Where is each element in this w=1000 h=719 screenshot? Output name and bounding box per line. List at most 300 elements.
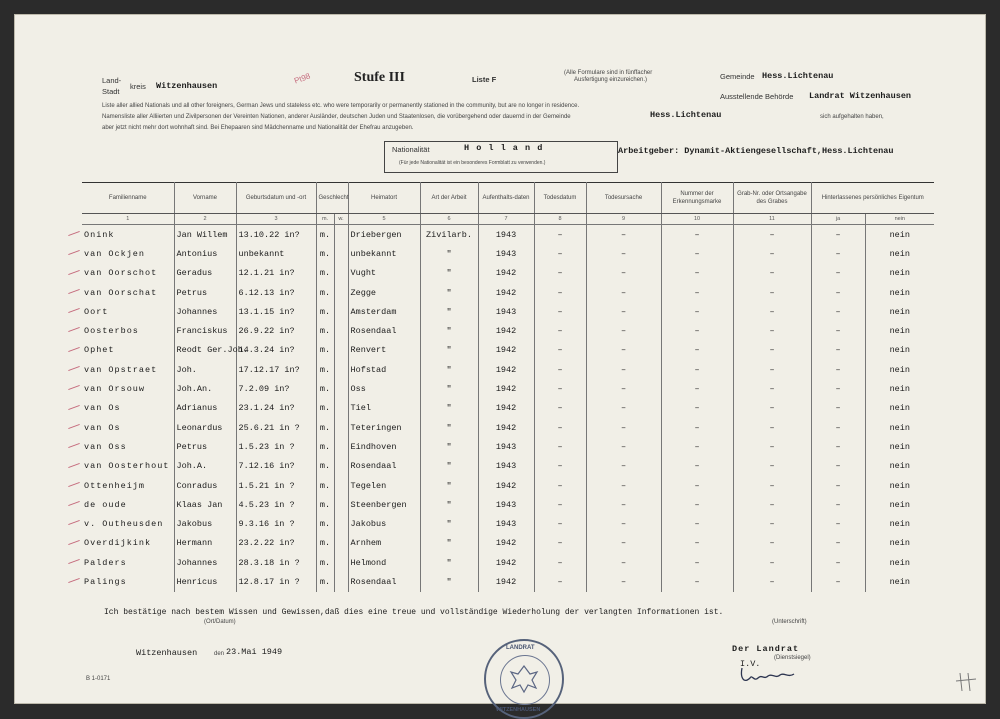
death-cause-cell: – [586,418,661,437]
birth-cell: 6.12.13 in? [236,283,316,302]
col-number: 8 [534,214,586,225]
persons-table [82,182,934,592]
sex-cell: m. [316,572,334,591]
property-no-cell: nein [889,345,910,356]
unterschrift-label: (Unterschrift) [772,619,807,625]
first-name-cell: Henricus [174,572,236,591]
stay-year-cell: 1943 [478,302,534,321]
family-name-cell: van Ockjen [82,244,174,263]
col-number: 3 [236,214,316,225]
property-yes-cell: – [811,495,865,514]
grave-cell: – [733,379,811,398]
sex-w-cell [334,283,348,302]
table-row [82,360,934,379]
col-header-vorname: Vorname [174,183,236,214]
stadt-label: Stadt [102,87,120,96]
table-row [82,534,934,553]
col-header-grab: Grab-Nr. oder Ortsangabe des Grabes [733,183,811,214]
tag-number-cell: – [661,418,733,437]
tag-number-cell: – [661,302,733,321]
property-yes-cell: – [811,514,865,533]
table-body [82,225,934,592]
death-date-cell: – [534,360,586,379]
pencil-tick [68,327,80,332]
birth-cell: unbekannt [236,244,316,263]
family-name-cell: Oort [82,302,174,321]
birth-cell: 9.3.16 in ? [236,514,316,533]
grave-cell: – [733,476,811,495]
pencil-tick [68,231,80,236]
death-date-cell: – [534,379,586,398]
sex-cell: m. [316,225,334,245]
table-row [82,321,934,340]
family-name-cell: Palders [82,553,174,572]
ort-datum-label: (Ort/Datum) [204,619,236,625]
col-header-eigentum: Hinterlassenes persönliches Eigentum [811,183,934,214]
date: 23.Mai 1949 [226,647,283,657]
pencil-tick [68,482,80,487]
death-date-cell: – [534,457,586,476]
death-cause-cell: – [586,457,661,476]
death-date-cell: – [534,341,586,360]
property-no-cell: nein [889,287,910,298]
tag-number-cell: – [661,360,733,379]
pencil-tick [68,270,80,275]
col-number: 6 [420,214,478,225]
family-name-cell: Ophet [82,341,174,360]
signer-iv: I.V. [740,659,761,669]
intro-line-1: Liste aller allied Nationals und all other foreigners, German Jews und stateless etc. who were temporarily or permanently stationed in the community, but are no longer in residence. [102,103,580,109]
intro-gemeinde-value: Hess.Lichtenau [650,110,722,120]
copies-note-2: Ausfertigung einzureichen.) [574,77,648,83]
death-date-cell: – [534,264,586,283]
pencil-tick [68,289,80,294]
col-number: 9 [586,214,661,225]
birth-cell: 23.2.22 in? [236,534,316,553]
stay-year-cell: 1942 [478,360,534,379]
property-no-cell: nein [889,326,910,337]
death-cause-cell: – [586,341,661,360]
den-label: den [214,651,225,657]
family-name-cell: de oude [82,495,174,514]
death-date-cell: – [534,399,586,418]
column-number-row [82,214,934,225]
property-no-cell: nein [889,248,910,259]
grave-cell: – [733,572,811,591]
property-yes-cell: – [811,476,865,495]
work-cell: " [420,572,478,591]
employer: Arbeitgeber: Dynamit-Aktiengesellschaft,Hess.Lichtenau [618,146,894,156]
sex-w-cell [334,244,348,263]
family-name-cell: van Oorschat [82,283,174,302]
death-date-cell: – [534,437,586,456]
birth-cell: 7.2.09 in? [236,379,316,398]
grave-cell: – [733,495,811,514]
grave-cell: – [733,225,811,245]
pencil-tick [68,540,80,545]
place: Witzenhausen [136,648,198,658]
birth-cell: 4.5.23 in ? [236,495,316,514]
work-cell: " [420,495,478,514]
property-no-cell: nein [889,229,910,240]
family-name-cell: van Os [82,399,174,418]
birth-cell: 1.5.23 in ? [236,437,316,456]
property-yes-cell: – [811,534,865,553]
family-name-cell: van Oss [82,437,174,456]
sex-w-cell [334,457,348,476]
sex-cell: m. [316,379,334,398]
table-row [82,457,934,476]
grave-cell: – [733,457,811,476]
sex-cell: m. [316,553,334,572]
hometown-cell: Arnhem [348,534,420,553]
property-yes-cell: – [811,244,865,263]
stay-year-cell: 1942 [478,534,534,553]
sex-cell: m. [316,283,334,302]
work-cell: " [420,264,478,283]
land-label: Land- [102,76,122,85]
death-cause-cell: – [586,244,661,263]
hometown-cell: Vught [348,264,420,283]
first-name-cell: Geradus [174,264,236,283]
grave-cell: – [733,418,811,437]
grave-cell: – [733,283,811,302]
birth-cell: 25.6.21 in ? [236,418,316,437]
sex-cell: m. [316,457,334,476]
hometown-cell: Tegelen [348,476,420,495]
work-cell: " [420,302,478,321]
nationality-note: (Für jede Nationalität ist ein besonderes Formblatt zu verwenden.) [399,160,546,166]
col-header-geschlecht: Geschlecht [316,183,348,214]
property-yes-cell: – [811,302,865,321]
col-number: 1 [82,214,174,225]
work-cell: " [420,437,478,456]
intro-line-2-end: sich aufgehalten haben, [820,114,884,120]
tag-number-cell: – [661,495,733,514]
pencil-tick [68,501,80,506]
hometown-cell: Rosendaal [348,572,420,591]
property-no-cell: nein [889,576,910,587]
stay-year-cell: 1942 [478,553,534,572]
first-name-cell: Johannes [174,302,236,321]
signer-title: Der Landrat [732,644,800,654]
table-row [82,437,934,456]
table-row [82,495,934,514]
sex-cell: m. [316,534,334,553]
sex-w-cell [334,341,348,360]
birth-cell: 12.8.17 in ? [236,572,316,591]
first-name-cell: Joh.A. [174,457,236,476]
property-no-cell: nein [889,422,910,433]
pencil-tick [68,443,80,448]
death-cause-cell: – [586,399,661,418]
property-no-cell: nein [889,557,910,568]
tag-number-cell: – [661,379,733,398]
work-cell: " [420,514,478,533]
hometown-cell: Jakobus [348,514,420,533]
grave-cell: – [733,360,811,379]
pencil-tick [68,559,80,564]
first-name-cell: Petrus [174,283,236,302]
grave-cell: – [733,514,811,533]
hometown-cell: Teteringen [348,418,420,437]
hometown-cell: Eindhoven [348,437,420,456]
sex-cell: m. [316,437,334,456]
property-no-cell: nein [889,480,910,491]
death-cause-cell: – [586,476,661,495]
pencil-tick [68,347,80,352]
tag-number-cell: – [661,457,733,476]
death-cause-cell: – [586,225,661,245]
sex-w-cell [334,476,348,495]
property-yes-cell: – [811,437,865,456]
sub-header-w: w. [334,214,348,225]
hometown-cell: Helmond [348,553,420,572]
grave-cell: – [733,553,811,572]
table-row [82,283,934,302]
sex-cell: m. [316,418,334,437]
stay-year-cell: 1942 [478,418,534,437]
first-name-cell: Hermann [174,534,236,553]
sex-w-cell [334,399,348,418]
work-cell: " [420,379,478,398]
stay-year-cell: 1942 [478,321,534,340]
first-name-cell: Adrianus [174,399,236,418]
nationality-value: H o l l a n d [464,143,544,153]
first-name-cell: Joh. [174,360,236,379]
death-cause-cell: – [586,264,661,283]
work-cell: " [420,418,478,437]
sex-w-cell [334,495,348,514]
handwritten-signature [738,664,798,686]
property-no-cell: nein [889,499,910,510]
sex-w-cell [334,418,348,437]
col-number: 11 [733,214,811,225]
sex-cell: m. [316,514,334,533]
work-cell: " [420,399,478,418]
seal-text-top: LANDRAT [506,645,535,651]
death-cause-cell: – [586,553,661,572]
sex-cell: m. [316,321,334,340]
property-no-cell: nein [889,403,910,414]
col-header-aufenthalt: Aufenthalts-daten [478,183,534,214]
family-name-cell: Overdijkink [82,534,174,553]
hometown-cell: unbekannt [348,244,420,263]
property-yes-cell: – [811,379,865,398]
grave-cell: – [733,437,811,456]
table-row [82,553,934,572]
sex-w-cell [334,264,348,283]
pencil-tick [68,250,80,255]
table-row [82,514,934,533]
death-cause-cell: – [586,534,661,553]
sex-cell: m. [316,302,334,321]
behoerde-label: Ausstellende Behörde [720,92,794,101]
tag-number-cell: – [661,321,733,340]
work-cell: " [420,360,478,379]
pencil-tick [68,424,80,429]
work-cell: " [420,553,478,572]
grave-cell: – [733,534,811,553]
grave-cell: – [733,264,811,283]
dienstsiegel-label: (Dienstsiegel) [774,655,811,661]
nationality-label: Nationalität [392,145,430,154]
sex-cell: m. [316,264,334,283]
family-name-cell: van Oorschot [82,264,174,283]
kreis-value: Witzenhausen [156,81,218,91]
table-row [82,572,934,591]
sex-cell: m. [316,244,334,263]
col-number: 7 [478,214,534,225]
family-name-cell: Palings [82,572,174,591]
property-yes-cell: – [811,264,865,283]
birth-cell: 1.5.21 in ? [236,476,316,495]
stay-year-cell: 1943 [478,225,534,245]
col-header-erkennungsmarke: Nummer der Erkennungsmarke [661,183,733,214]
property-no-cell: nein [889,441,910,452]
pencil-tick [68,308,80,313]
table-row [82,399,934,418]
pencil-tick [68,463,80,468]
birth-cell: 23.1.24 in? [236,399,316,418]
seal-eagle [500,655,550,705]
hometown-cell: Rosendaal [348,457,420,476]
property-yes-cell: – [811,418,865,437]
tag-number-cell: – [661,437,733,456]
death-cause-cell: – [586,495,661,514]
seal-text-bottom: WITZENHAUSEN [496,707,541,713]
stay-year-cell: 1942 [478,476,534,495]
stay-year-cell: 1942 [478,379,534,398]
sex-w-cell [334,321,348,340]
stay-year-cell: 1943 [478,437,534,456]
birth-cell: 26.9.22 in? [236,321,316,340]
property-yes-cell: – [811,225,865,245]
liste-label: Liste F [472,75,497,84]
table-row [82,225,934,245]
pencil-tick [68,578,80,583]
grave-cell: – [733,399,811,418]
death-cause-cell: – [586,360,661,379]
pencil-mark: Pt98 [292,71,312,86]
col-number: 2 [174,214,236,225]
work-cell: " [420,476,478,495]
family-name-cell: Ottenheijm [82,476,174,495]
sex-cell: m. [316,360,334,379]
stay-year-cell: 1942 [478,341,534,360]
hometown-cell: Hofstad [348,360,420,379]
hometown-cell: Steenbergen [348,495,420,514]
hometown-cell: Oss [348,379,420,398]
death-cause-cell: – [586,283,661,302]
sex-w-cell [334,534,348,553]
table-row [82,302,934,321]
work-cell: " [420,321,478,340]
property-no-cell: nein [889,461,910,472]
pencil-tick [68,366,80,371]
death-date-cell: – [534,244,586,263]
death-date-cell: – [534,534,586,553]
death-date-cell: – [534,553,586,572]
first-name-cell: Johannes [174,553,236,572]
property-yes-cell: – [811,283,865,302]
grave-cell: – [733,244,811,263]
col-header-todesursache: Todesursache [586,183,661,214]
family-name-cell: van Opstraet [82,360,174,379]
first-name-cell: Antonius [174,244,236,263]
tag-number-cell: – [661,399,733,418]
table-row [82,476,934,495]
property-no-cell: nein [889,384,910,395]
family-name-cell: Oosterbos [82,321,174,340]
birth-cell: 13.1.15 in? [236,302,316,321]
tag-number-cell: – [661,225,733,245]
sex-w-cell [334,553,348,572]
death-date-cell: – [534,514,586,533]
property-no-cell: nein [889,538,910,549]
pencil-tick [68,520,80,525]
gemeinde-label: Gemeinde [720,72,755,81]
hometown-cell: Driebergen [348,225,420,245]
intro-line-2: Namensliste aller Alliierten und Zivilpersonen der Vereinten Nationen, anderer Ausländer, deutschen Juden und Staatenlosen, die vorübergehend oder dauernd in der Gemeinde [102,114,571,120]
death-date-cell: – [534,283,586,302]
work-cell: " [420,283,478,302]
first-name-cell: Jan Willem [174,225,236,245]
birth-cell: 17.12.17 in? [236,360,316,379]
hometown-cell: Rosendaal [348,321,420,340]
stay-year-cell: 1943 [478,495,534,514]
death-cause-cell: – [586,572,661,591]
pencil-tick [68,385,80,390]
sex-w-cell [334,514,348,533]
col-header-familienname: Familienname [82,183,174,214]
family-name-cell: van Orsouw [82,379,174,398]
table-row [82,244,934,263]
first-name-cell: Klaas Jan [174,495,236,514]
col-number: 10 [661,214,733,225]
property-yes-cell: – [811,321,865,340]
first-name-cell: Franciskus [174,321,236,340]
sex-w-cell [334,302,348,321]
col-header-geburt: Geburtsdatum und -ort [236,183,316,214]
sex-w-cell [334,225,348,245]
property-yes-cell: – [811,360,865,379]
birth-cell: 13.10.22 in? [236,225,316,245]
copies-note-1: (Alle Formulare sind in fünffacher [564,70,653,76]
family-name-cell: Onink [82,225,174,245]
sub-header-ja: ja [811,214,865,225]
sub-header-m: m. [316,214,334,225]
sex-w-cell [334,379,348,398]
family-name-cell: v. Outheusden [82,514,174,533]
document-page [14,14,986,713]
first-name-cell: Conradus [174,476,236,495]
pencil-tick [68,405,80,410]
form-code: B 1-0171 [86,676,111,682]
stay-year-cell: 1942 [478,572,534,591]
death-cause-cell: – [586,321,661,340]
birth-cell: 7.12.16 in? [236,457,316,476]
table-row [82,341,934,360]
col-header-art-arbeit: Art der Arbeit [420,183,478,214]
sex-w-cell [334,437,348,456]
hometown-cell: Zegge [348,283,420,302]
death-date-cell: – [534,418,586,437]
grave-cell: – [733,321,811,340]
death-date-cell: – [534,572,586,591]
death-cause-cell: – [586,514,661,533]
family-name-cell: van Oosterhout [82,457,174,476]
